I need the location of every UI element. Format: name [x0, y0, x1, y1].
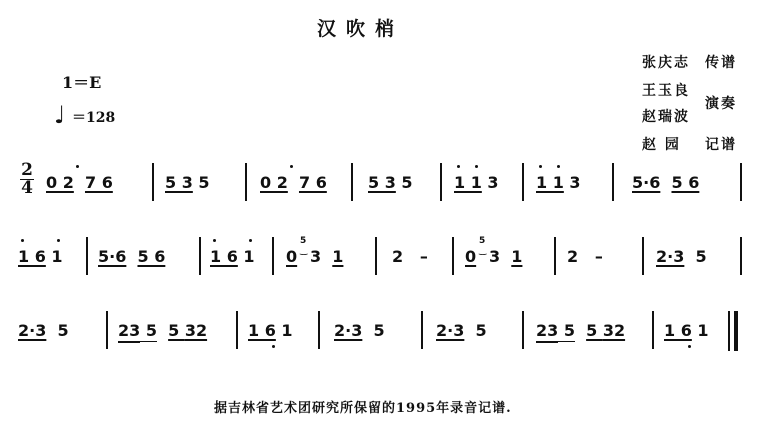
measure: 23 5 5 32	[536, 321, 625, 340]
barline	[236, 311, 238, 349]
performer-2: 赵瑞波	[642, 109, 690, 125]
measure: 1 6 1	[210, 247, 255, 266]
measure: 2 –	[392, 247, 428, 266]
grace-note: 5 ‿	[479, 236, 487, 256]
barline	[452, 237, 454, 275]
barline	[272, 237, 274, 275]
octave-dot	[21, 239, 24, 242]
octave-dot-low	[272, 345, 275, 348]
time-signature-top: 2	[21, 160, 33, 180]
transcriber-role: 传谱	[705, 55, 737, 71]
octave-dot	[557, 165, 560, 168]
grace-note: 5 ‿	[300, 236, 308, 256]
measure: 1 6 1	[248, 321, 293, 340]
barline	[245, 163, 247, 201]
barline	[86, 237, 88, 275]
final-barline-thick	[734, 311, 738, 351]
measure: 23 5 5 32	[118, 321, 207, 340]
barline	[740, 237, 742, 275]
measure: 5 3 5	[368, 173, 413, 192]
transcriber-name: 张庆志	[642, 55, 690, 71]
barline	[642, 237, 644, 275]
measure: 2·3 5	[18, 321, 69, 340]
measure: 0 2 7 6	[260, 173, 327, 192]
notation-role: 记谱	[705, 137, 737, 153]
time-signature-bottom: 4	[21, 178, 33, 198]
quarter-note-icon: ♩	[54, 101, 66, 129]
measure: 3 1	[489, 247, 523, 266]
measure: 1 6 1	[664, 321, 709, 340]
octave-dot-low	[688, 345, 691, 348]
measure: 5·6 5 6	[632, 173, 700, 192]
measure: 1 1 3	[536, 173, 581, 192]
score-title: 汉吹梢	[317, 18, 405, 40]
source-note: 据吉林省艺术团研究所保留的1995年录音记谱.	[214, 401, 512, 416]
time-signature	[20, 160, 34, 198]
measure: 1 1 3	[454, 173, 499, 192]
barline	[554, 237, 556, 275]
octave-dot	[76, 165, 79, 168]
measure: 2·3 5	[436, 321, 487, 340]
barline	[375, 237, 377, 275]
measure: 5·6 5 6	[98, 247, 166, 266]
barline	[740, 163, 742, 201]
measure: 0 2 7 6	[46, 173, 113, 192]
measure: 2·3 5	[656, 247, 707, 266]
measure: 5 3 5	[165, 173, 210, 192]
barline	[440, 163, 442, 201]
octave-dot	[213, 239, 216, 242]
performer-1: 王玉良	[642, 83, 690, 99]
measure: 2·3 5	[334, 321, 385, 340]
barline	[152, 163, 154, 201]
octave-dot	[57, 239, 60, 242]
final-barline-thin	[728, 311, 730, 351]
measure: 3 1	[310, 247, 344, 266]
measure: 0	[465, 247, 477, 266]
notation-name: 赵 园	[642, 137, 681, 153]
barline	[522, 311, 524, 349]
measure: 2 –	[567, 247, 603, 266]
octave-dot	[249, 239, 252, 242]
key-signature: 1＝E	[62, 73, 102, 92]
octave-dot	[475, 165, 478, 168]
octave-dot	[457, 165, 460, 168]
measure: 1 6 1	[18, 247, 63, 266]
barline	[522, 163, 524, 201]
barline	[318, 311, 320, 349]
barline	[106, 311, 108, 349]
barline	[199, 237, 201, 275]
octave-dot	[290, 165, 293, 168]
barline	[652, 311, 654, 349]
tempo-marking: ＝128	[72, 110, 116, 126]
measure: 0	[286, 247, 298, 266]
barline	[421, 311, 423, 349]
performer-role: 演奏	[705, 96, 737, 112]
barline	[351, 163, 353, 201]
barline	[612, 163, 614, 201]
octave-dot	[539, 165, 542, 168]
